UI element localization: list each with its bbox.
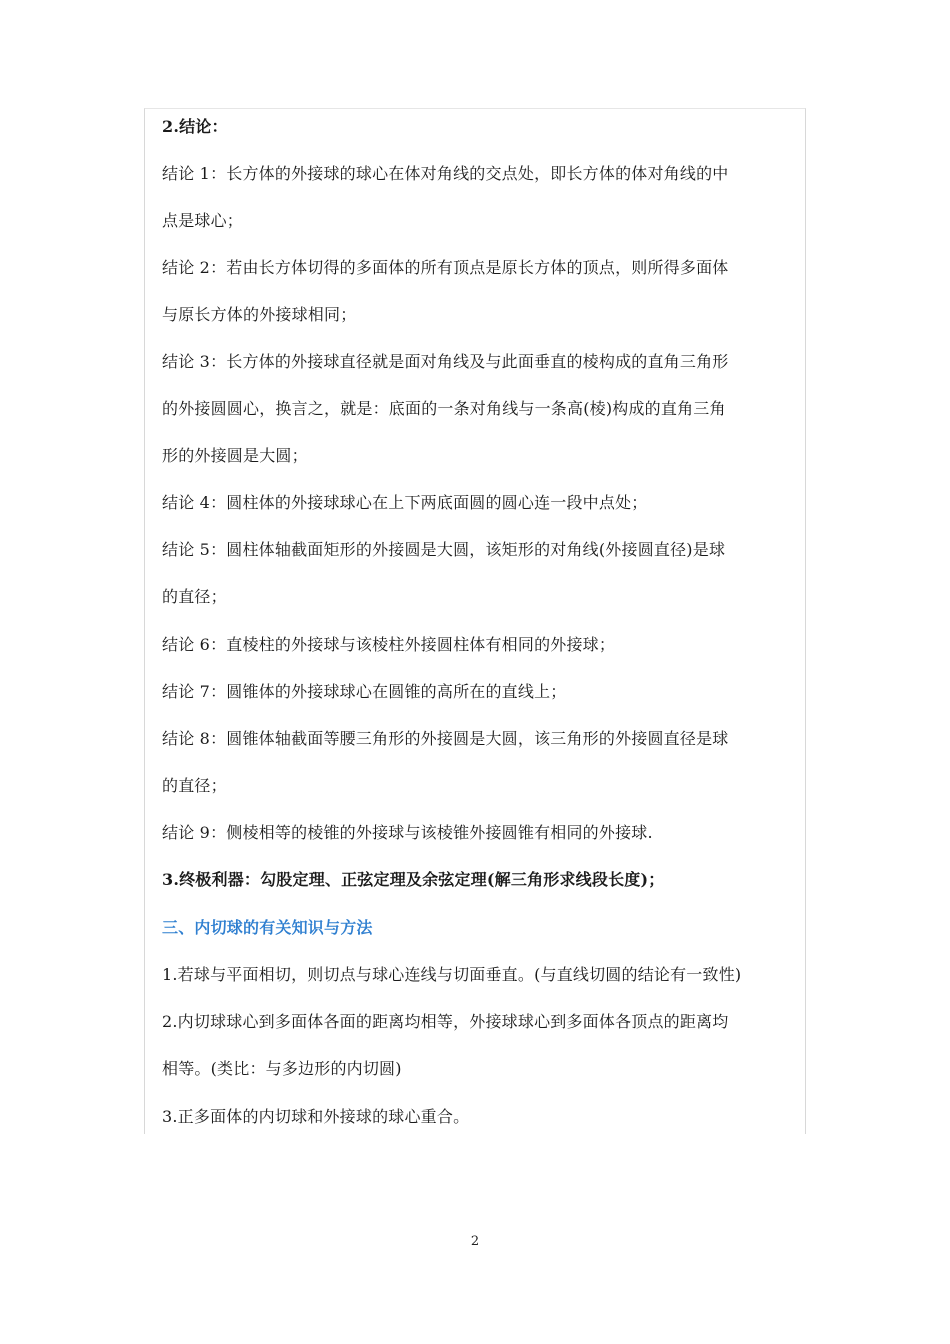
- conclusion-line: 结论 1：长方体的外接球的球心在体对角线的交点处，即长方体的体对角线的中: [162, 164, 729, 183]
- conclusion-line: 的直径；: [162, 587, 227, 606]
- conclusion-line: 结论 4：圆柱体的外接球球心在上下两底面圆的圆心连一段中点处；: [162, 493, 648, 512]
- conclusion-line: 结论 9：侧棱相等的棱锥的外接球与该棱锥外接圆锥有相同的外接球.: [162, 823, 653, 842]
- conclusion-line: 结论 3：长方体的外接球直径就是面对角线及与此面垂直的棱构成的直角三角形: [162, 352, 729, 371]
- page-number: 2: [470, 1234, 480, 1249]
- inscribed-sphere-line: 1.若球与平面相切，则切点与球心连线与切面垂直。(与直线切圆的结论有一致性): [162, 965, 742, 984]
- conclusion-line: 结论 7：圆锥体的外接球球心在圆锥的高所在的直线上；: [162, 682, 567, 701]
- inscribed-sphere-line: 3.正多面体的内切球和外接球的球心重合。: [162, 1107, 470, 1126]
- conclusion-line: 点是球心；: [162, 211, 244, 230]
- conclusion-line: 结论 6：直棱柱的外接球与该棱柱外接圆柱体有相同的外接球；: [162, 635, 616, 654]
- conclusion-line: 形的外接圆是大圆；: [162, 446, 308, 465]
- section-heading-ultimate-tool: 3.终极利器：勾股定理、正弦定理及余弦定理(解三角形求线段长度)；: [162, 870, 665, 889]
- conclusion-line: 结论 2：若由长方体切得的多面体的所有顶点是原长方体的顶点，则所得多面体: [162, 258, 729, 277]
- conclusion-line: 结论 5：圆柱体轴截面矩形的外接圆是大圆，该矩形的对角线(外接圆直径)是球: [162, 540, 726, 559]
- inscribed-sphere-line: 相等。(类比：与多边形的内切圆): [162, 1059, 402, 1078]
- conclusion-line: 的直径；: [162, 776, 227, 795]
- section-heading-conclusions: 2.结论：: [162, 117, 228, 136]
- inscribed-sphere-line: 2.内切球球心到多面体各面的距离均相等，外接球球心到多面体各顶点的距离均: [162, 1012, 729, 1031]
- part-heading-inscribed-sphere: 三、内切球的有关知识与方法: [162, 918, 373, 937]
- conclusion-line: 与原长方体的外接球相同；: [162, 305, 357, 324]
- conclusion-line: 的外接圆圆心，换言之，就是：底面的一条对角线与一条高(棱)构成的直角三角: [162, 399, 726, 418]
- conclusion-line: 结论 8：圆锥体轴截面等腰三角形的外接圆是大圆，该三角形的外接圆直径是球: [162, 729, 729, 748]
